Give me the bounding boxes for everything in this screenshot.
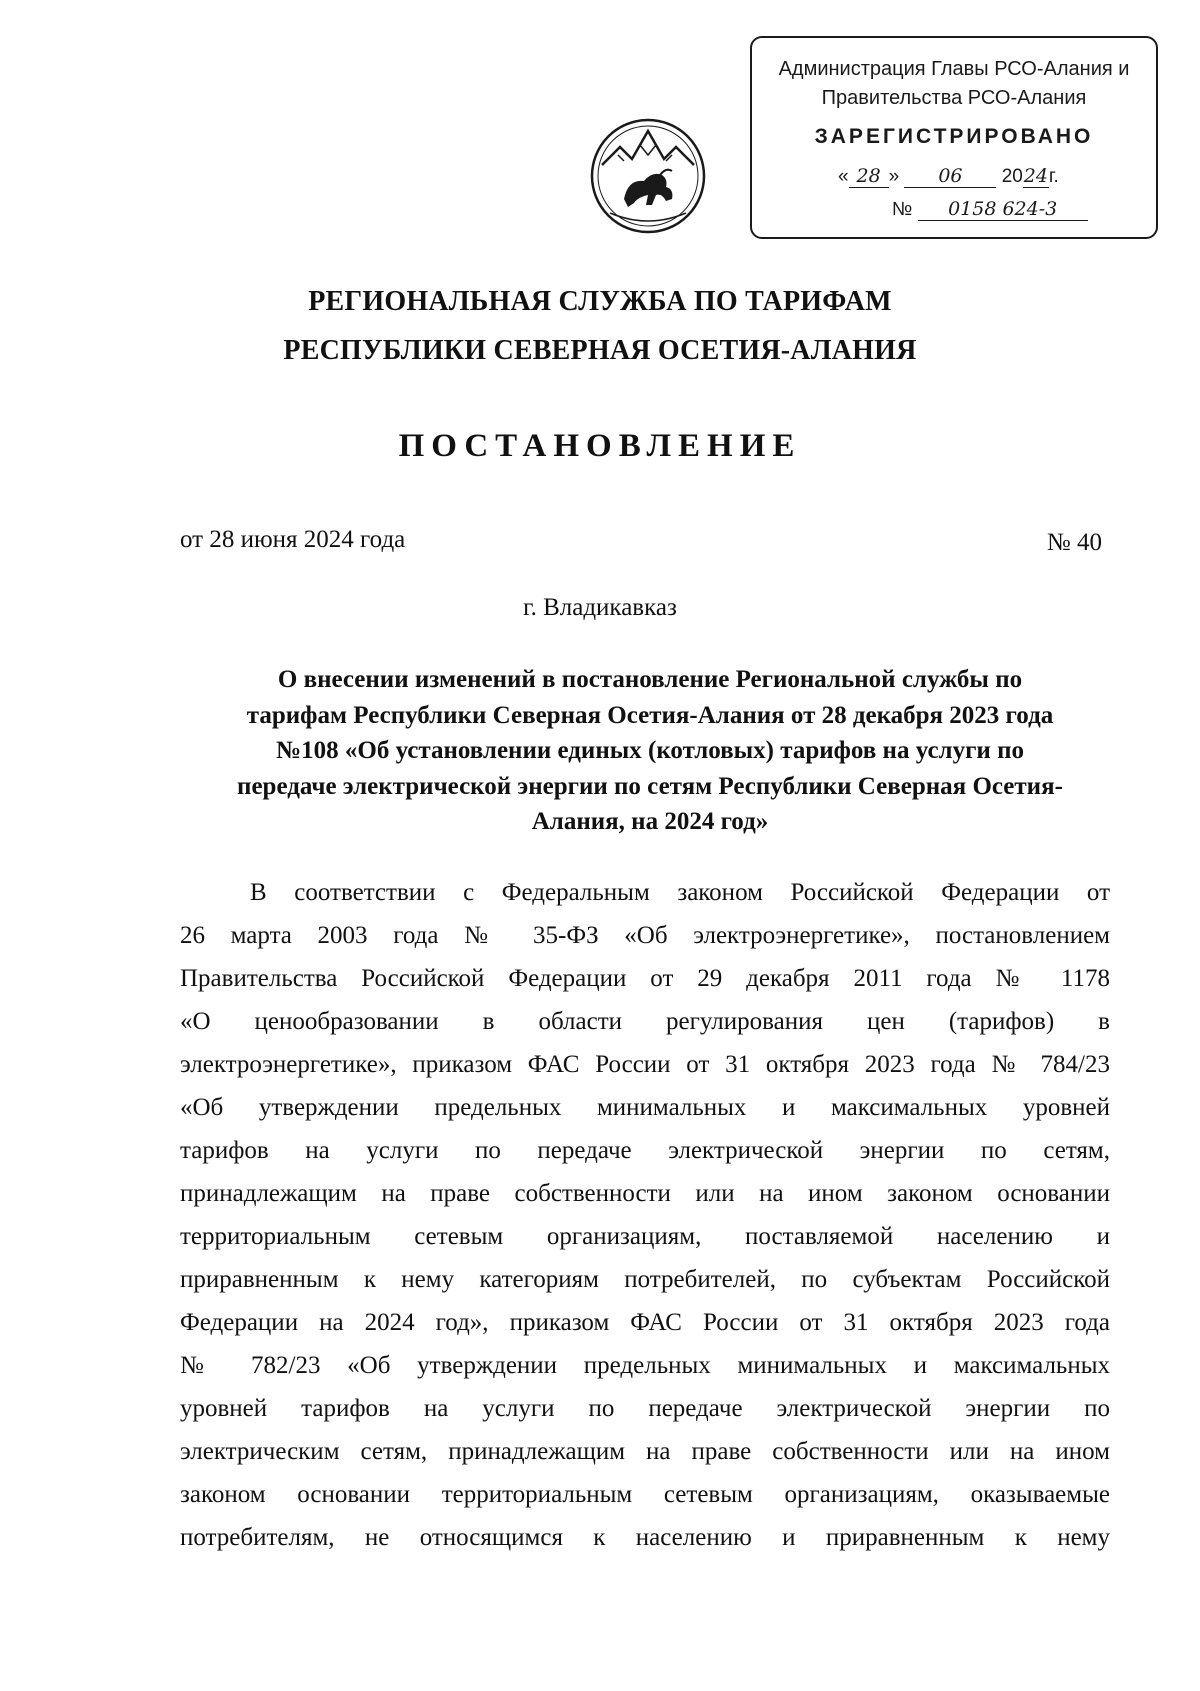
body-line: № 782/23 «Об утверждении предельных минимальных и максимальных bbox=[180, 1352, 1110, 1379]
stamp-date-year-prefix: 20 bbox=[1001, 166, 1023, 187]
subject-line: тарифам Республики Северная Осетия-Алания от 28 декабря 2023 года bbox=[246, 701, 1054, 729]
body-line: территориальным сетевым организациям, поставляемой населению и bbox=[180, 1223, 1110, 1250]
body-line: «О ценообразовании в области регулирования цен (тарифов) в bbox=[180, 1008, 1110, 1035]
document-date: от 28 июня 2024 года bbox=[180, 526, 406, 553]
stamp-authority-line2: Правительства РСО-Алания bbox=[821, 87, 1087, 109]
stamp-date-month: 06 bbox=[904, 165, 996, 188]
stamp-authority-line1: Администрация Главы РСО-Алания и bbox=[778, 58, 1130, 80]
subject-line: Алания, на 2024 год» bbox=[531, 808, 769, 835]
stamp-date-close-quote: » bbox=[888, 166, 900, 187]
stamp-number-row bbox=[892, 198, 1126, 221]
body-line: приравненным к нему категориям потребителей, по субъектам Российской bbox=[180, 1266, 1110, 1293]
stamp-number-value: 0158 624-3 bbox=[918, 198, 1088, 221]
document-city: г. Владикавказ bbox=[523, 594, 677, 621]
body-line: В соответствии с Федеральным законом Российской Федерации от bbox=[250, 879, 1110, 906]
stamp-date-year-suffix: 24 bbox=[1023, 165, 1048, 187]
organization-name-line2: РЕСПУБЛИКИ СЕВЕРНАЯ ОСЕТИЯ-АЛАНИЯ bbox=[283, 335, 917, 366]
body-line: уровней тарифов на услуги по передаче электрической энергии по bbox=[180, 1395, 1110, 1422]
organization-name-line1: РЕГИОНАЛЬНАЯ СЛУЖБА ПО ТАРИФАМ bbox=[308, 286, 892, 317]
stamp-date-day: 28 bbox=[849, 165, 889, 188]
body-line: Федерации на 2024 год», приказом ФАС России от 31 октября 2023 года bbox=[180, 1309, 1110, 1336]
stamp-date-year-unit: г. bbox=[1048, 166, 1059, 187]
body-line: электрическим сетям, принадлежащим на праве собственности или на ином bbox=[180, 1438, 1110, 1465]
body-line: «Об утверждении предельных минимальных и максимальных уровней bbox=[180, 1094, 1110, 1121]
document-body bbox=[180, 871, 1110, 1559]
stamp-date-open-quote: « bbox=[838, 166, 849, 187]
subject-line: №108 «Об установлении единых (котловых) тарифов на услуги по bbox=[276, 737, 1024, 764]
stamp-number-label: № bbox=[892, 199, 913, 220]
subject-line: О внесении изменений в постановление Региональной службы по bbox=[277, 666, 1023, 693]
body-line: электроэнергетике», приказом ФАС России от 31 октября 2023 года № 784/23 bbox=[180, 1051, 1110, 1078]
document-type-title: ПОСТАНОВЛЕНИЕ bbox=[398, 428, 802, 464]
document-subject bbox=[180, 662, 1120, 840]
document-number: № 40 bbox=[1046, 529, 1102, 556]
registration-stamp bbox=[750, 36, 1158, 239]
stamp-date-row bbox=[838, 165, 1116, 188]
body-line: 26 марта 2003 года № 35-ФЗ «Об электроэнергетике», постановлением bbox=[180, 922, 1110, 949]
body-line: законом основании территориальным сетевым организациям, оказываемые bbox=[180, 1481, 1110, 1508]
coat-of-arms-icon bbox=[588, 117, 708, 235]
body-line: тарифов на услуги по передаче электрической энергии по сетям, bbox=[180, 1137, 1110, 1164]
body-line: потребителям, не относящимся к населению и приравненным к нему bbox=[180, 1524, 1110, 1551]
body-line: Правительства Российской Федерации от 29 декабря 2011 года № 1178 bbox=[180, 965, 1110, 992]
subject-line: передаче электрической энергии по сетям Республики Северная Осетия- bbox=[237, 772, 1063, 800]
stamp-registered-label: ЗАРЕГИСТРИРОВАНО bbox=[814, 125, 1094, 148]
body-line: принадлежащим на праве собственности или на ином законом основании bbox=[180, 1180, 1110, 1207]
